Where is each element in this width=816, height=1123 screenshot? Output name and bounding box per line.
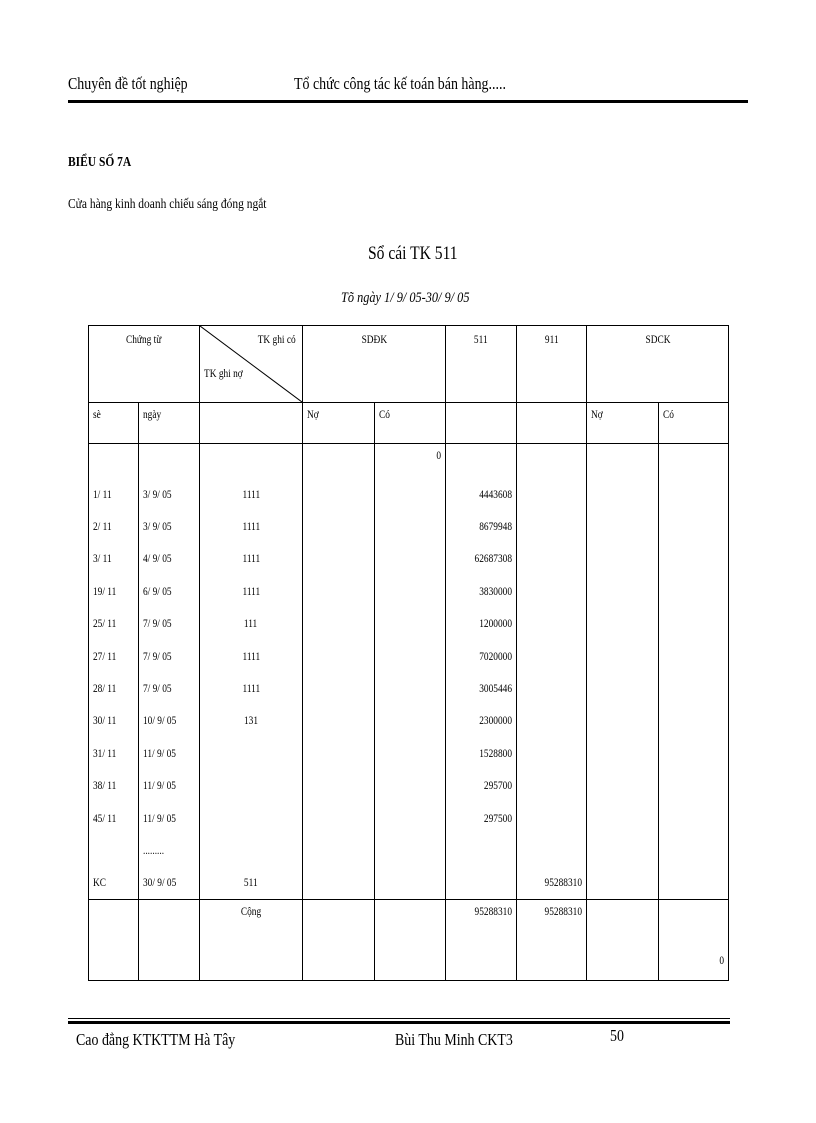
cell-ngay: 11/ 9/ 05	[139, 770, 200, 802]
sub-co-1: Có	[375, 403, 446, 444]
cell-911	[517, 770, 587, 802]
cell-511: 1528800	[446, 737, 517, 769]
ledger-row	[89, 705, 729, 737]
header-row-2	[89, 403, 729, 444]
cell-ngay: 3/ 9/ 05	[139, 510, 200, 542]
cell-so: 30/ 11	[89, 705, 139, 737]
ledger-row	[89, 802, 729, 834]
cell-911	[517, 802, 587, 834]
cell-911	[517, 543, 587, 575]
ledger-row	[89, 834, 729, 866]
cell-so: 28/ 11	[89, 672, 139, 704]
cell-911	[517, 608, 587, 640]
ledger-row	[89, 672, 729, 704]
cell-so: 45/ 11	[89, 802, 139, 834]
header-left: Chuyên đề tốt nghiệp	[68, 74, 188, 93]
cell-tk: 1111	[200, 672, 303, 704]
cell-ngay: 30/ 9/ 05	[139, 867, 200, 900]
cell-ngay: 7/ 9/ 05	[139, 640, 200, 672]
ledger-row	[89, 737, 729, 769]
cell-tk: 1111	[200, 478, 303, 510]
cell-so	[89, 834, 139, 866]
ledger-row	[89, 608, 729, 640]
col-tk-diagonal	[200, 326, 303, 403]
ledger-row	[89, 867, 729, 900]
footer-center: Bùi Thu Minh CKT3	[395, 1030, 513, 1049]
footer-rule-thin	[68, 1018, 730, 1019]
cell-tk	[200, 770, 303, 802]
opening-co: 0	[375, 444, 446, 479]
cell-911	[517, 834, 587, 866]
cell-911	[517, 640, 587, 672]
cell-911	[517, 737, 587, 769]
col-sdck: SDCK	[587, 326, 729, 403]
cell-so: 1/ 11	[89, 478, 139, 510]
cell-ngay: 11/ 9/ 05	[139, 802, 200, 834]
sub-co-2: Có	[659, 403, 729, 444]
cell-tk	[200, 737, 303, 769]
ledger-table	[88, 325, 729, 981]
cell-so: 31/ 11	[89, 737, 139, 769]
cell-tk	[200, 834, 303, 866]
cell-tk: 511	[200, 867, 303, 900]
header-row-1	[89, 326, 729, 403]
tk-ghi-co-label: TK ghi có	[258, 332, 297, 346]
cell-so: 38/ 11	[89, 770, 139, 802]
cell-911	[517, 478, 587, 510]
cell-511: 3830000	[446, 575, 517, 607]
closing-co: 0	[659, 900, 729, 981]
cell-911	[517, 672, 587, 704]
cell-511	[446, 867, 517, 900]
cell-511: 3005446	[446, 672, 517, 704]
cell-911	[517, 705, 587, 737]
ledger-period: Tõ ngày 1/ 9/ 05-30/ 9/ 05	[341, 290, 470, 306]
ledger-title: Sổ cái TK 511	[368, 243, 458, 264]
ledger-row	[89, 543, 729, 575]
cell-tk: 131	[200, 705, 303, 737]
total-label: Cộng	[200, 900, 303, 981]
cell-511	[446, 834, 517, 866]
ledger-row	[89, 478, 729, 510]
form-code: BIỂU SỐ 7A	[68, 155, 132, 170]
sub-ngay: ngày	[139, 403, 200, 444]
cell-so: 3/ 11	[89, 543, 139, 575]
cell-511: 297500	[446, 802, 517, 834]
col-911: 911	[517, 326, 587, 403]
cell-511: 8679948	[446, 510, 517, 542]
cell-ngay: 7/ 9/ 05	[139, 672, 200, 704]
cell-so: 25/ 11	[89, 608, 139, 640]
cell-511: 62687308	[446, 543, 517, 575]
cell-911	[517, 510, 587, 542]
tk-ghi-no-label: TK ghi nợ	[204, 366, 243, 380]
cell-ngay: 4/ 9/ 05	[139, 543, 200, 575]
sub-no-2: Nợ	[587, 403, 659, 444]
cell-tk: 1111	[200, 510, 303, 542]
col-sddk: SDĐK	[303, 326, 446, 403]
cell-911: 95288310	[517, 867, 587, 900]
company-name: Cửa hàng kinh doanh chiếu sáng đóng ngắt	[68, 197, 267, 212]
cell-ngay: .........	[139, 834, 200, 866]
cell-so: 19/ 11	[89, 575, 139, 607]
ledger-row	[89, 575, 729, 607]
ledger-row	[89, 770, 729, 802]
cell-tk	[200, 802, 303, 834]
opening-balance-row	[89, 444, 729, 479]
header-center: Tổ chức công tác kế toán bán hàng.....	[294, 74, 506, 93]
cell-tk: 1111	[200, 640, 303, 672]
cell-ngay: 11/ 9/ 05	[139, 737, 200, 769]
header-rule	[68, 100, 748, 103]
sub-no-1: Nợ	[303, 403, 375, 444]
cell-511: 295700	[446, 770, 517, 802]
cell-so: 2/ 11	[89, 510, 139, 542]
cell-tk: 111	[200, 608, 303, 640]
cell-511: 1200000	[446, 608, 517, 640]
col-511: 511	[446, 326, 517, 403]
footer-rule-thick	[68, 1021, 730, 1024]
page-number: 50	[610, 1026, 624, 1045]
cell-511: 7020000	[446, 640, 517, 672]
cell-ngay: 6/ 9/ 05	[139, 575, 200, 607]
ledger-row	[89, 640, 729, 672]
cell-tk: 1111	[200, 543, 303, 575]
footer-left: Cao đẳng KTKTTM Hà Tây	[76, 1030, 236, 1049]
total-511: 95288310	[446, 900, 517, 981]
cell-ngay: 10/ 9/ 05	[139, 705, 200, 737]
cell-ngay: 3/ 9/ 05	[139, 478, 200, 510]
cell-tk: 1111	[200, 575, 303, 607]
cell-511: 2300000	[446, 705, 517, 737]
total-911: 95288310	[517, 900, 587, 981]
cell-so: 27/ 11	[89, 640, 139, 672]
cell-so: KC	[89, 867, 139, 900]
cell-511: 4443608	[446, 478, 517, 510]
cell-911	[517, 575, 587, 607]
cell-ngay: 7/ 9/ 05	[139, 608, 200, 640]
total-row	[89, 900, 729, 981]
sub-se: sè	[89, 403, 139, 444]
col-chung-tu: Chứng từ	[89, 326, 200, 403]
ledger-row	[89, 510, 729, 542]
